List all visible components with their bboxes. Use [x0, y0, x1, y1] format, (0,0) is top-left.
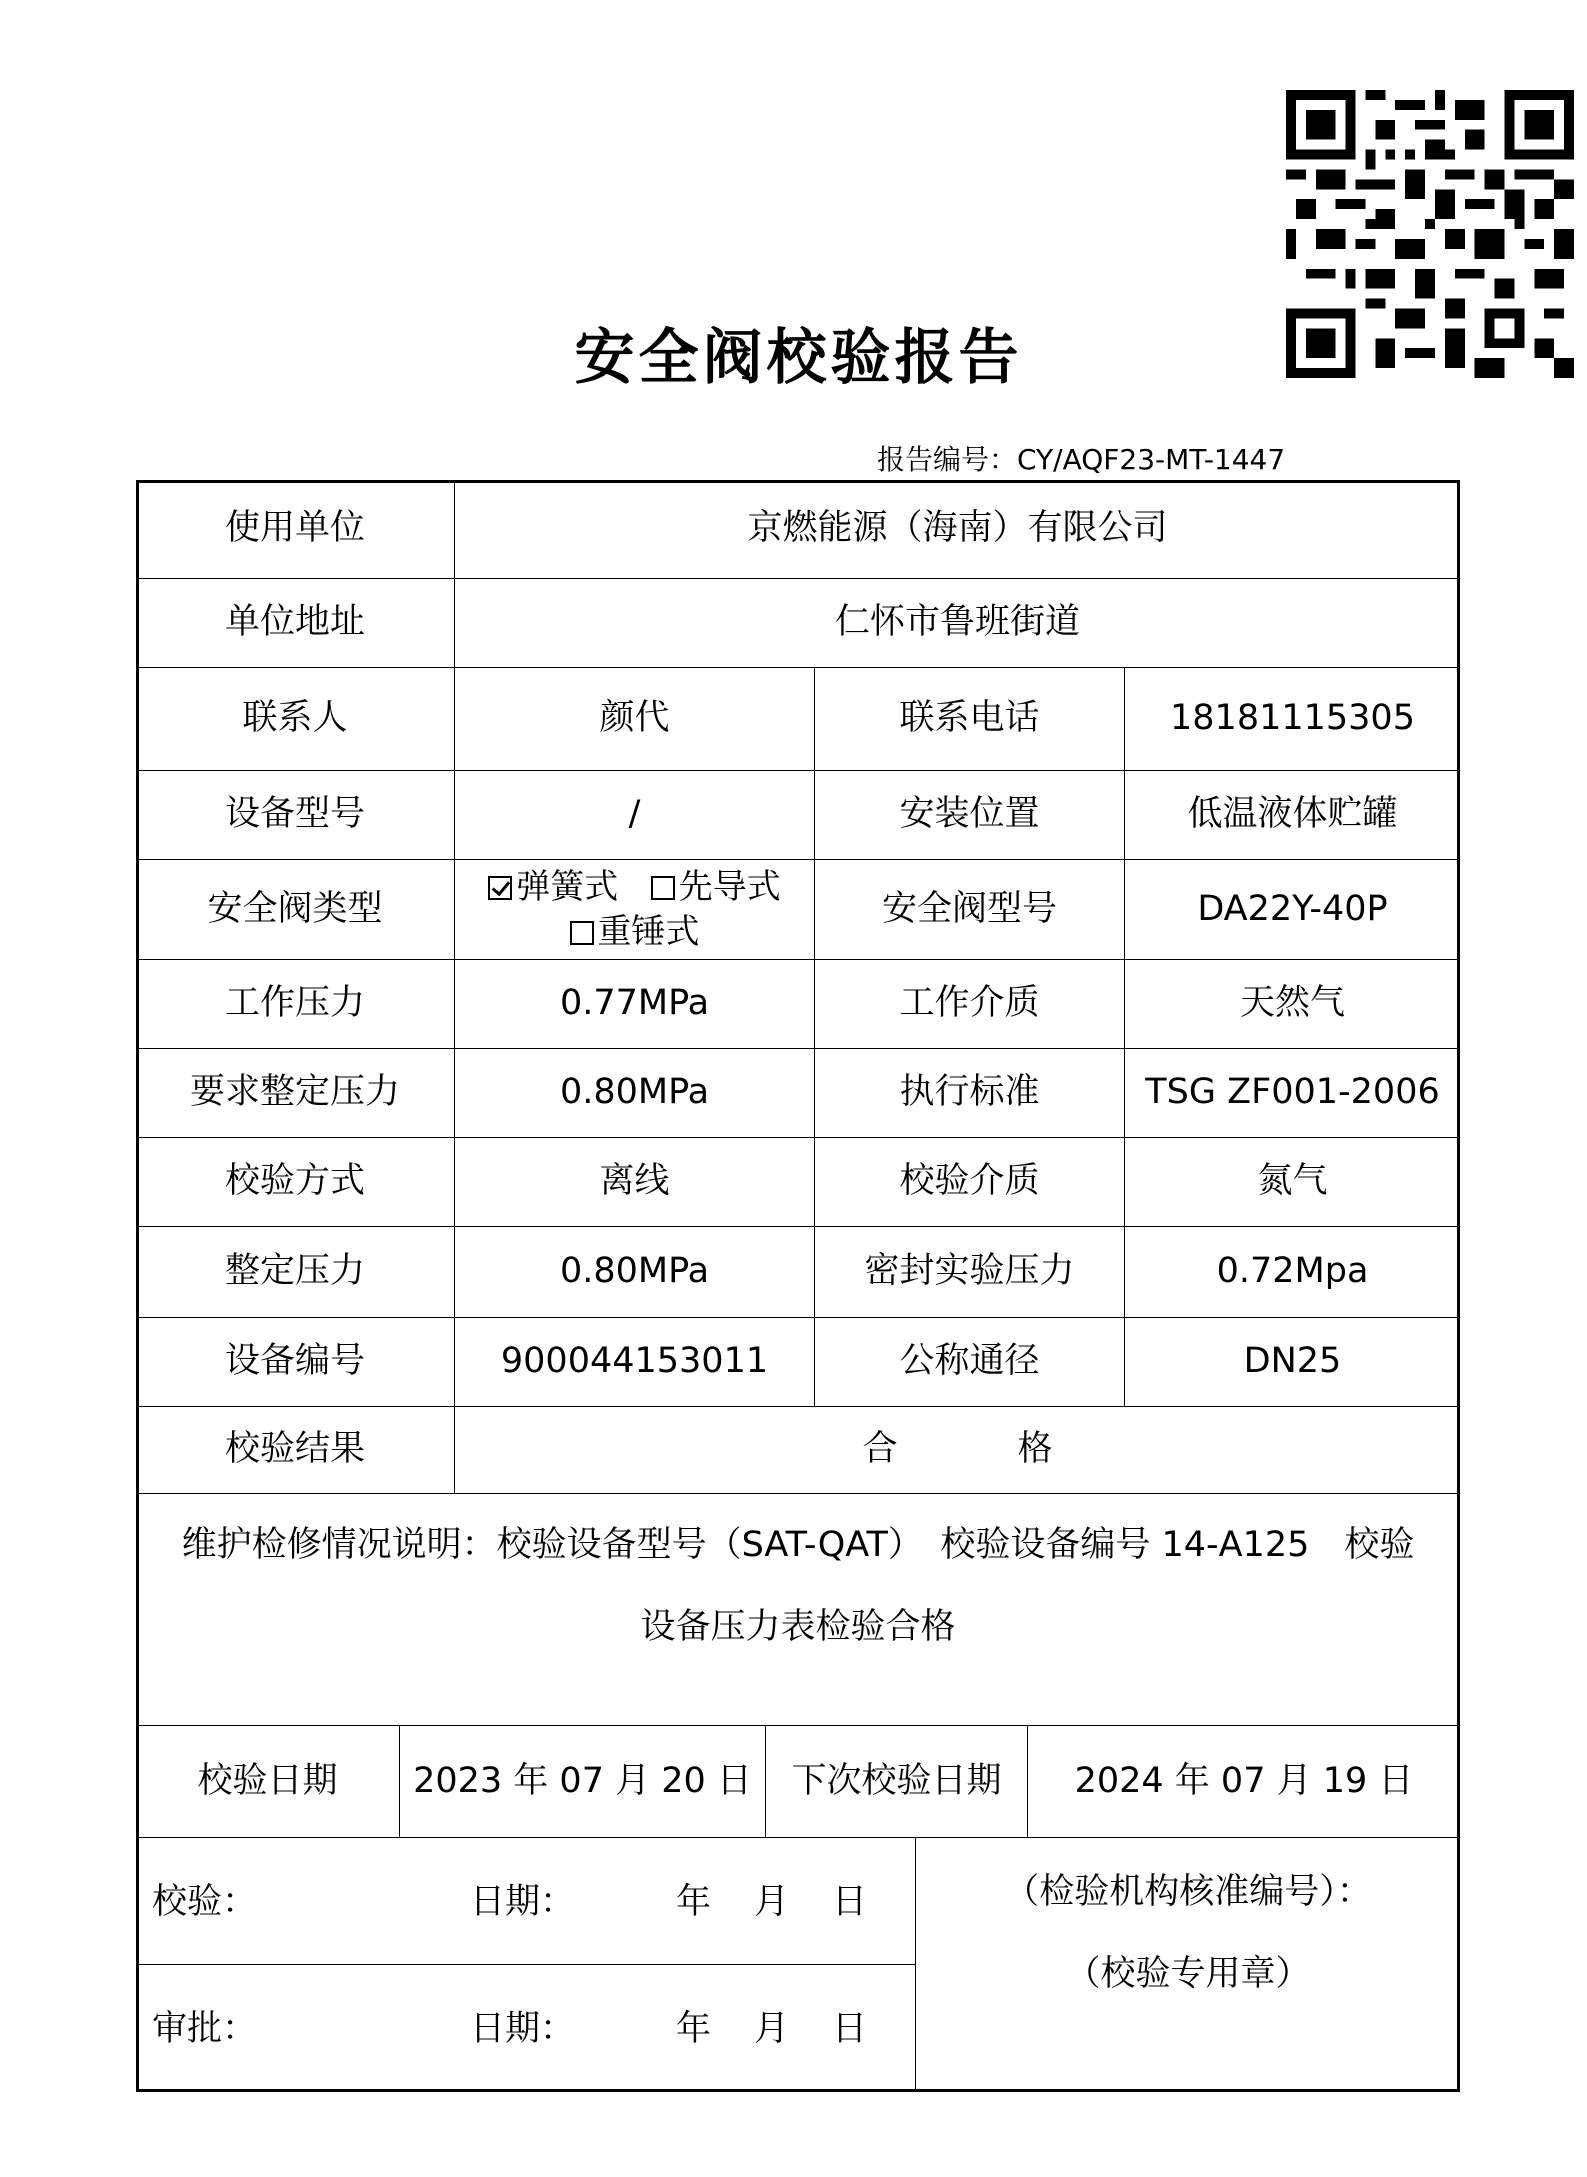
check-date-label: 校验日期	[136, 1726, 400, 1837]
signature-area	[136, 1838, 1460, 2092]
row-result	[136, 1407, 1460, 1494]
approve-date-label: 日期：	[470, 2009, 576, 2049]
phone-value: 18181115305	[1170, 698, 1415, 739]
option-pilot: 先导式	[678, 867, 781, 908]
approve-year: 年	[676, 2009, 712, 2049]
model-value: /	[455, 771, 815, 859]
row-dates	[136, 1726, 1460, 1838]
approve-month: 月	[754, 2009, 790, 2049]
diameter-value: DN25	[1243, 1341, 1342, 1382]
method-label: 校验方式	[136, 1138, 455, 1226]
method-value: 离线	[455, 1138, 815, 1226]
required-pressure-value: 0.80MPa	[455, 1049, 815, 1137]
report-number: 报告编号：CY/AQF23-MT-1447	[877, 443, 1286, 476]
check-date-value: 2023 年 07 月 20 日	[400, 1726, 766, 1837]
valve-model-value: DA22Y-40P	[1197, 888, 1388, 929]
inspection-stamp: （校验专用章）	[1065, 1954, 1311, 1994]
option-weight: 重锤式	[597, 911, 700, 952]
row-work-pressure	[136, 960, 1460, 1049]
valve-model-label: 安全阀型号	[815, 860, 1125, 959]
inspect-label: 校验：	[152, 1882, 258, 1922]
unit-label: 使用单位	[136, 480, 455, 578]
checkbox-weight-icon[interactable]	[570, 921, 594, 945]
row-required-pressure	[136, 1049, 1460, 1138]
work-pressure-label: 工作压力	[136, 960, 455, 1048]
notes-line-1: 维护检修情况说明：校验设备型号（SAT-QAT） 校验设备编号 14-A125 校验	[181, 1525, 1415, 1565]
contact-value: 颜代	[455, 668, 815, 770]
result-value	[455, 1407, 1460, 1493]
unit-value: 京燃能源（海南）有限公司	[747, 508, 1168, 549]
inspect-sign-line	[136, 1838, 916, 1965]
address-value: 仁怀市鲁班街道	[834, 602, 1080, 643]
report-title: 安全阀校验报告	[574, 323, 1023, 393]
equipment-no-label: 设备编号	[136, 1318, 455, 1406]
row-equipment-no	[136, 1318, 1460, 1407]
medium-label: 工作介质	[815, 960, 1125, 1048]
seal-pressure-value: 0.72Mpa	[1216, 1251, 1369, 1292]
approve-label: 审批：	[152, 2009, 258, 2049]
work-pressure-value: 0.77MPa	[455, 960, 815, 1048]
next-date-value: 2024 年 07 月 19 日	[1074, 1760, 1414, 1801]
phone-label: 联系电话	[815, 668, 1125, 770]
location-value: 低温液体贮罐	[1187, 794, 1398, 835]
medium-value: 天然气	[1239, 983, 1345, 1024]
diameter-label: 公称通径	[815, 1318, 1125, 1406]
row-address	[136, 579, 1460, 668]
inspect-year: 年	[676, 1882, 712, 1922]
standard-label: 执行标准	[815, 1049, 1125, 1137]
signature-left	[136, 1838, 916, 2092]
next-date-label: 下次校验日期	[766, 1726, 1028, 1837]
signature-right	[916, 1838, 1460, 2092]
result-label: 校验结果	[136, 1407, 455, 1493]
standard-value: TSG ZF001-2006	[1145, 1072, 1440, 1113]
check-medium-label: 校验介质	[815, 1138, 1125, 1226]
inspect-date-label: 日期：	[470, 1882, 576, 1922]
result-char-a: 合	[862, 1429, 898, 1470]
contact-label: 联系人	[136, 668, 455, 770]
seal-pressure-label: 密封实验压力	[815, 1227, 1125, 1317]
approve-day: 日	[832, 2009, 868, 2049]
row-contact	[136, 668, 1460, 771]
result-char-b: 格	[1017, 1429, 1053, 1470]
address-label: 单位地址	[136, 579, 455, 667]
approve-sign-line	[136, 1965, 916, 2092]
valve-type-label: 安全阀类型	[136, 860, 455, 959]
required-pressure-label: 要求整定压力	[136, 1049, 455, 1137]
org-approval-no: （检验机构核准编号）：	[1004, 1872, 1372, 1912]
row-set-pressure	[136, 1227, 1460, 1318]
checkbox-spring-checked-icon[interactable]	[488, 876, 512, 900]
row-model	[136, 771, 1460, 860]
maintenance-notes	[136, 1494, 1460, 1726]
row-method	[136, 1138, 1460, 1227]
location-label: 安装位置	[815, 771, 1125, 859]
valve-type-options	[455, 860, 815, 959]
set-pressure-value: 0.80MPa	[455, 1227, 815, 1317]
equipment-no-value: 900044153011	[455, 1318, 815, 1406]
inspect-month: 月	[754, 1882, 790, 1922]
checkbox-pilot-icon[interactable]	[651, 876, 675, 900]
notes-line-2: 设备压力表检验合格	[640, 1607, 956, 1647]
inspect-day: 日	[832, 1882, 868, 1922]
row-valve-type	[136, 860, 1460, 960]
set-pressure-label: 整定压力	[136, 1227, 455, 1317]
row-unit	[136, 480, 1460, 579]
check-medium-value: 氮气	[1257, 1161, 1328, 1202]
option-spring: 弹簧式	[516, 867, 619, 908]
model-label: 设备型号	[136, 771, 455, 859]
